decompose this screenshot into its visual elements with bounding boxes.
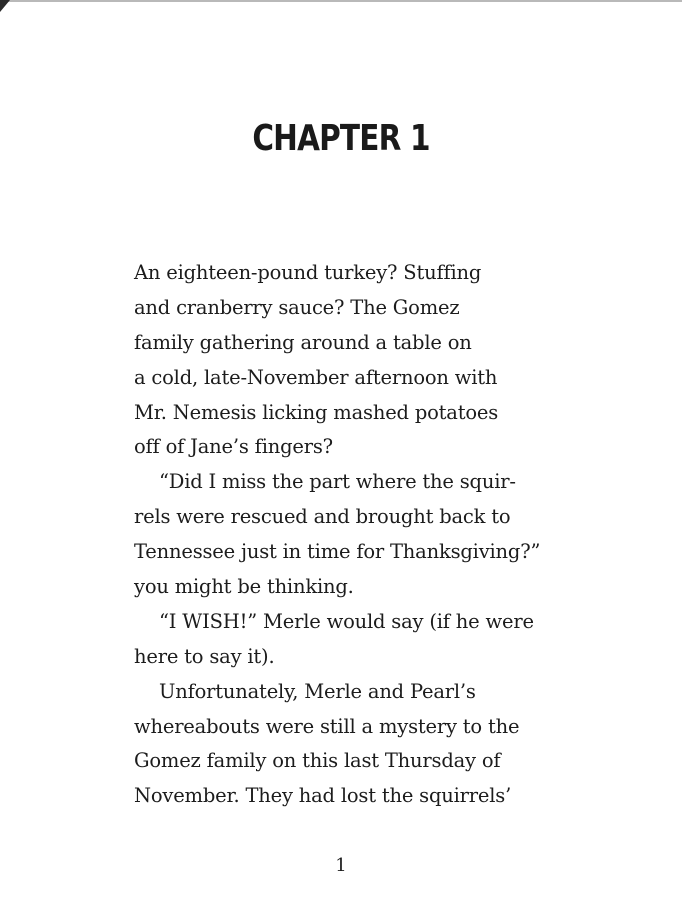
text-line: off of Jane’s fingers?: [134, 435, 333, 459]
text-line: Tennessee just in time for Thanksgiving?”: [134, 540, 541, 564]
text-line: Unfortunately, Merle and Pearl’s: [159, 679, 476, 703]
text-line: An eighteen-pound turkey? Stuffing: [134, 261, 482, 284]
text-line: Mr. Nemesis licking mashed potatoes: [134, 400, 499, 424]
text-line: a cold, late-November afternoon with: [134, 365, 498, 389]
text-line: November. They had lost the squirrels’: [134, 784, 512, 808]
text-line: rels were rescued and brought back to: [134, 505, 511, 529]
text-line: and cranberry sauce? The Gomez: [134, 295, 460, 319]
page-number: 1: [335, 855, 347, 876]
corner-mark: [0, 0, 10, 12]
top-border-line: [0, 0, 682, 2]
text-line: family gathering around a table on: [134, 330, 472, 354]
body-text: [134, 256, 574, 814]
text-line: you might be thinking.: [134, 575, 354, 599]
text-line: here to say it).: [134, 644, 275, 668]
text-line: whereabouts were still a mystery to the: [134, 714, 520, 738]
text-line: “I WISH!” Merle would say (if he were: [159, 609, 534, 633]
chapter-title: CHAPTER 1: [252, 118, 430, 159]
text-line: Gomez family on this last Thursday of: [134, 749, 501, 773]
text-line: “Did I miss the part where the squir-: [159, 470, 516, 494]
